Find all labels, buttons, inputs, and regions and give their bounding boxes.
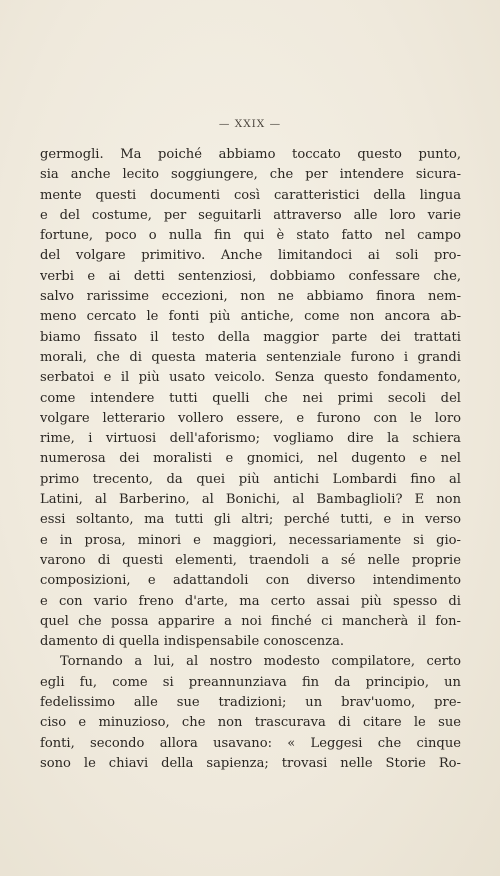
text-line: varono di questi elementi, traendoli a sé nelle proprie — [40, 552, 461, 568]
body-text — [40, 145, 461, 774]
paragraph-end-line: damento di quella indispensabile conoscenza. — [40, 634, 345, 650]
page-number-header: — XXIX — — [218, 118, 282, 130]
paragraph-start-line: Tornando a lui, al nostro modesto compilatore, certo — [60, 654, 461, 670]
text-line: del volgare primitivo. Anche limitandoci ai soli pro- — [40, 248, 461, 264]
text-line: fortune, poco o nulla fin qui è stato fatto nel campo — [40, 228, 461, 244]
text-line: sia anche lecito soggiungere, che per intendere sicura- — [40, 167, 461, 183]
text-line: numerosa dei moralisti e gnomici, nel dugento e nel — [40, 451, 461, 467]
text-line: mente questi documenti così caratteristici della lingua — [40, 187, 461, 203]
text-line: morali, che di questa materia sentenziale furono i grandi — [40, 349, 461, 365]
text-line: egli fu, come si preannunziava fin da principio, un — [40, 674, 461, 690]
text-line: rime, i virtuosi dell'aforismo; vogliamo dire la schiera — [40, 431, 461, 447]
text-line: meno cercato le fonti più antiche, come non ancora ab- — [40, 309, 461, 325]
text-line: come intendere tutti quelli che nei primi secoli del — [40, 390, 461, 406]
text-line: quel che possa apparire a noi finché ci mancherà il fon- — [40, 613, 461, 629]
text-line: e con vario freno d'arte, ma certo assai più spesso di — [40, 593, 461, 609]
text-line: verbi e ai detti sentenziosi, dobbiamo confessare che, — [40, 268, 461, 284]
text-line: germogli. Ma poiché abbiamo toccato questo punto, — [40, 147, 461, 162]
text-line: serbatoi e il più usato veicolo. Senza questo fondamento, — [40, 370, 461, 386]
text-line: volgare letterario vollero essere, e furono con le loro — [40, 410, 461, 426]
text-line: salvo rarissime eccezioni, non ne abbiamo finora nem- — [40, 289, 461, 305]
text-line: fonti, secondo allora usavano: « Leggesi che cinque — [40, 735, 461, 751]
text-line: sono le chiavi della sapienza; trovasi nelle Storie Ro- — [40, 755, 461, 771]
text-line: primo trecento, da quei più antichi Lombardi fino al — [40, 471, 461, 487]
text-line: ciso e minuzioso, che non trascurava di citare le sue — [40, 715, 461, 731]
text-line: e in prosa, minori e maggiori, necessariamente si gio- — [40, 532, 461, 548]
text-line: essi soltanto, ma tutti gli altri; perché tutti, e in verso — [40, 512, 461, 528]
text-line: e del costume, per seguitarli attraverso alle loro varie — [40, 207, 461, 223]
text-line: fedelissimo alle sue tradizioni; un brav'uomo, pre- — [40, 695, 461, 711]
text-line: Latini, al Barberino, al Bonichi, al Bambaglioli? E non — [40, 492, 461, 508]
text-line: composizioni, e adattandoli con diverso intendimento — [40, 573, 461, 589]
text-line: biamo fissato il testo della maggior parte dei trattati — [40, 329, 461, 345]
